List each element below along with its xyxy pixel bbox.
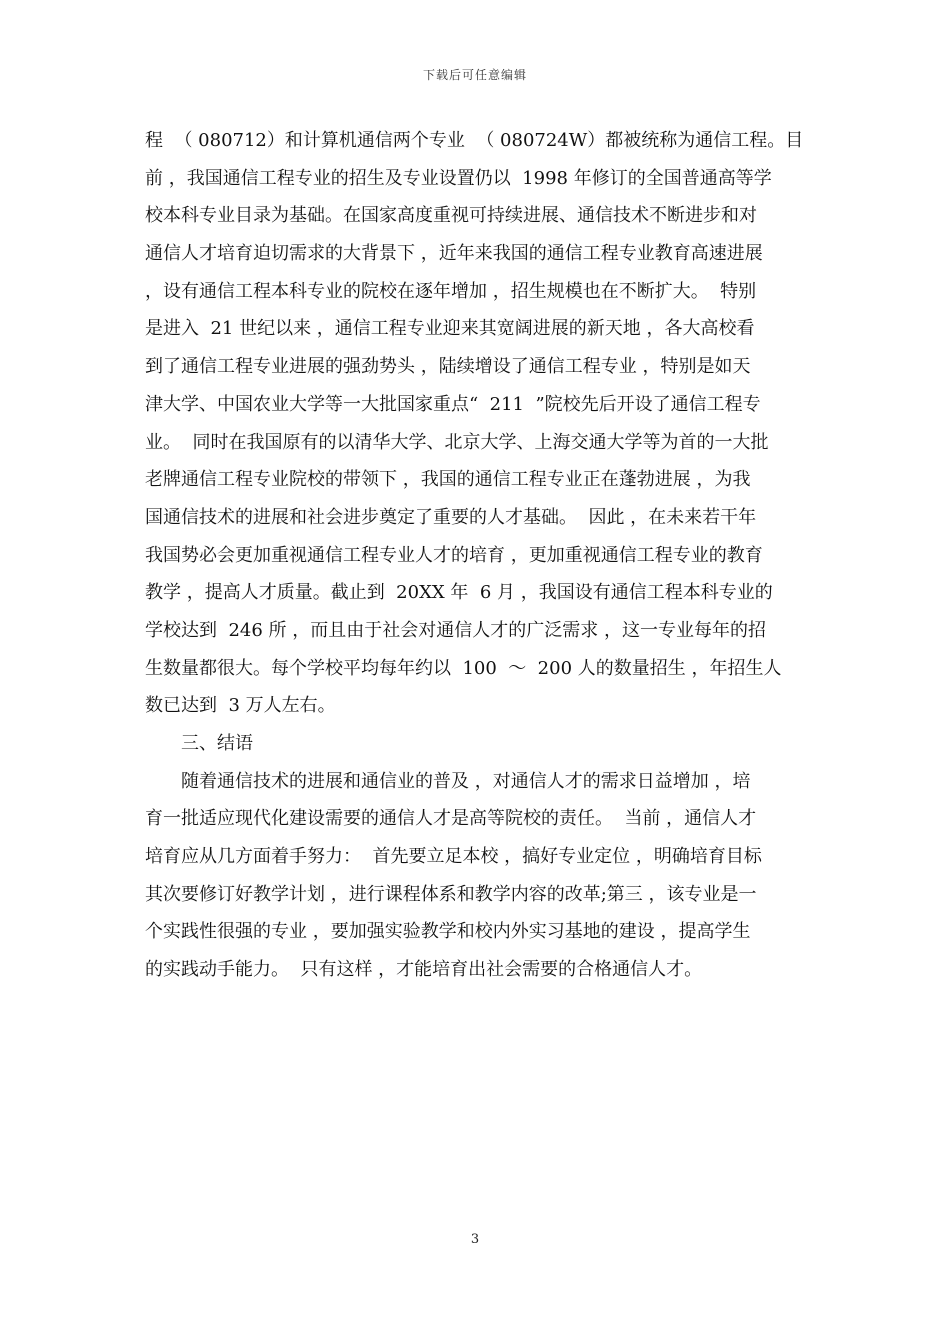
body-line: 学校达到 246 所 ，而且由于社会对通信人才的广泛需求 ，这一专业每年的招 (145, 619, 766, 641)
body-line: 我国势必会更加重视通信工程专业人才的培育 ，更加重视通信工程专业的教育 (145, 544, 763, 566)
body-line: 教学 ，提高人才质量。截止到 20XX 年 6 月 ，我国设有通信工程本科专业的 (145, 582, 773, 604)
body-line: 通信人才培育迫切需求的大背景下 ，近年来我国的通信工程专业教育高速进展 (145, 243, 763, 265)
document-body (145, 122, 810, 989)
conclusion-line: 其次要修订好教学计划 ，进行课程体系和教学内容的改革;第三 ，该专业是一 (145, 883, 757, 905)
body-line: 程 （ 080712）和计算机通信两个专业 （ 080724W）都被统称为通信工程。目 (145, 130, 804, 151)
body-line: 生数量都很大。每个学校平均每年约以 100 ～ 200 人的数量招生 ，年招生人 (145, 657, 782, 679)
body-line: 是进入 21 世纪以来 ，通信工程专业迎来其宽阔进展的新天地 ，各大高校看 (145, 318, 755, 340)
body-line: 老牌通信工程专业院校的带领下 ，我国的通信工程专业正在蓬勃进展 ，为我 (145, 469, 751, 491)
conclusion-paragraph (145, 763, 810, 989)
conclusion-line: 培育应从几方面着手努力： 首先要立足本校 ，搞好专业定位 ，明确培育目标 (145, 846, 762, 868)
body-line: 业。 同时在我国原有的以清华大学、北京大学、上海交通大学等为首的一大批 (145, 431, 769, 453)
body-line: 校本科专业目录为基础。在国家高度重视可持续进展、通信技术不断进步和对 (145, 205, 757, 227)
body-line: 到了通信工程专业进展的强劲势头 ，陆续增设了通信工程专业 ，特别是如天 (145, 356, 751, 378)
body-line: 前 ，我国通信工程专业的招生及专业设置仍以 1998 年修订的全国普通高等学 (145, 167, 772, 189)
conclusion-line: 随着通信技术的进展和通信业的普及 ，对通信人才的需求日益增加 ，培 (181, 770, 751, 792)
conclusion-line: 个实践性很强的专业 ，要加强实验教学和校内外实习基地的建设 ，提高学生 (145, 921, 751, 943)
body-line: 数已达到 3 万人左右。 (145, 695, 336, 717)
body-line: 国通信技术的进展和社会进步奠定了重要的人才基础。 因此 ，在未来若干年 (145, 506, 757, 528)
page-header: 下载后可任意编辑 (422, 68, 527, 82)
body-line: ，设有通信工程本科专业的院校在逐年增加 ，招生规模也在不断扩大。 特别 (145, 280, 757, 302)
section-heading: 三、结语 (181, 733, 253, 754)
body-line: 津大学、中国农业大学等一大批国家重点“ 211 ”院校先后开设了通信工程专 (145, 393, 761, 415)
page-number: 3 (470, 1232, 480, 1247)
conclusion-line: 育一批适应现代化建设需要的通信人才是高等院校的责任。 当前 ，通信人才 (145, 808, 757, 830)
conclusion-line: 的实践动手能力。 只有这样 ，才能培育出社会需要的合格通信人才。 (145, 959, 703, 981)
body-paragraph (145, 122, 810, 725)
